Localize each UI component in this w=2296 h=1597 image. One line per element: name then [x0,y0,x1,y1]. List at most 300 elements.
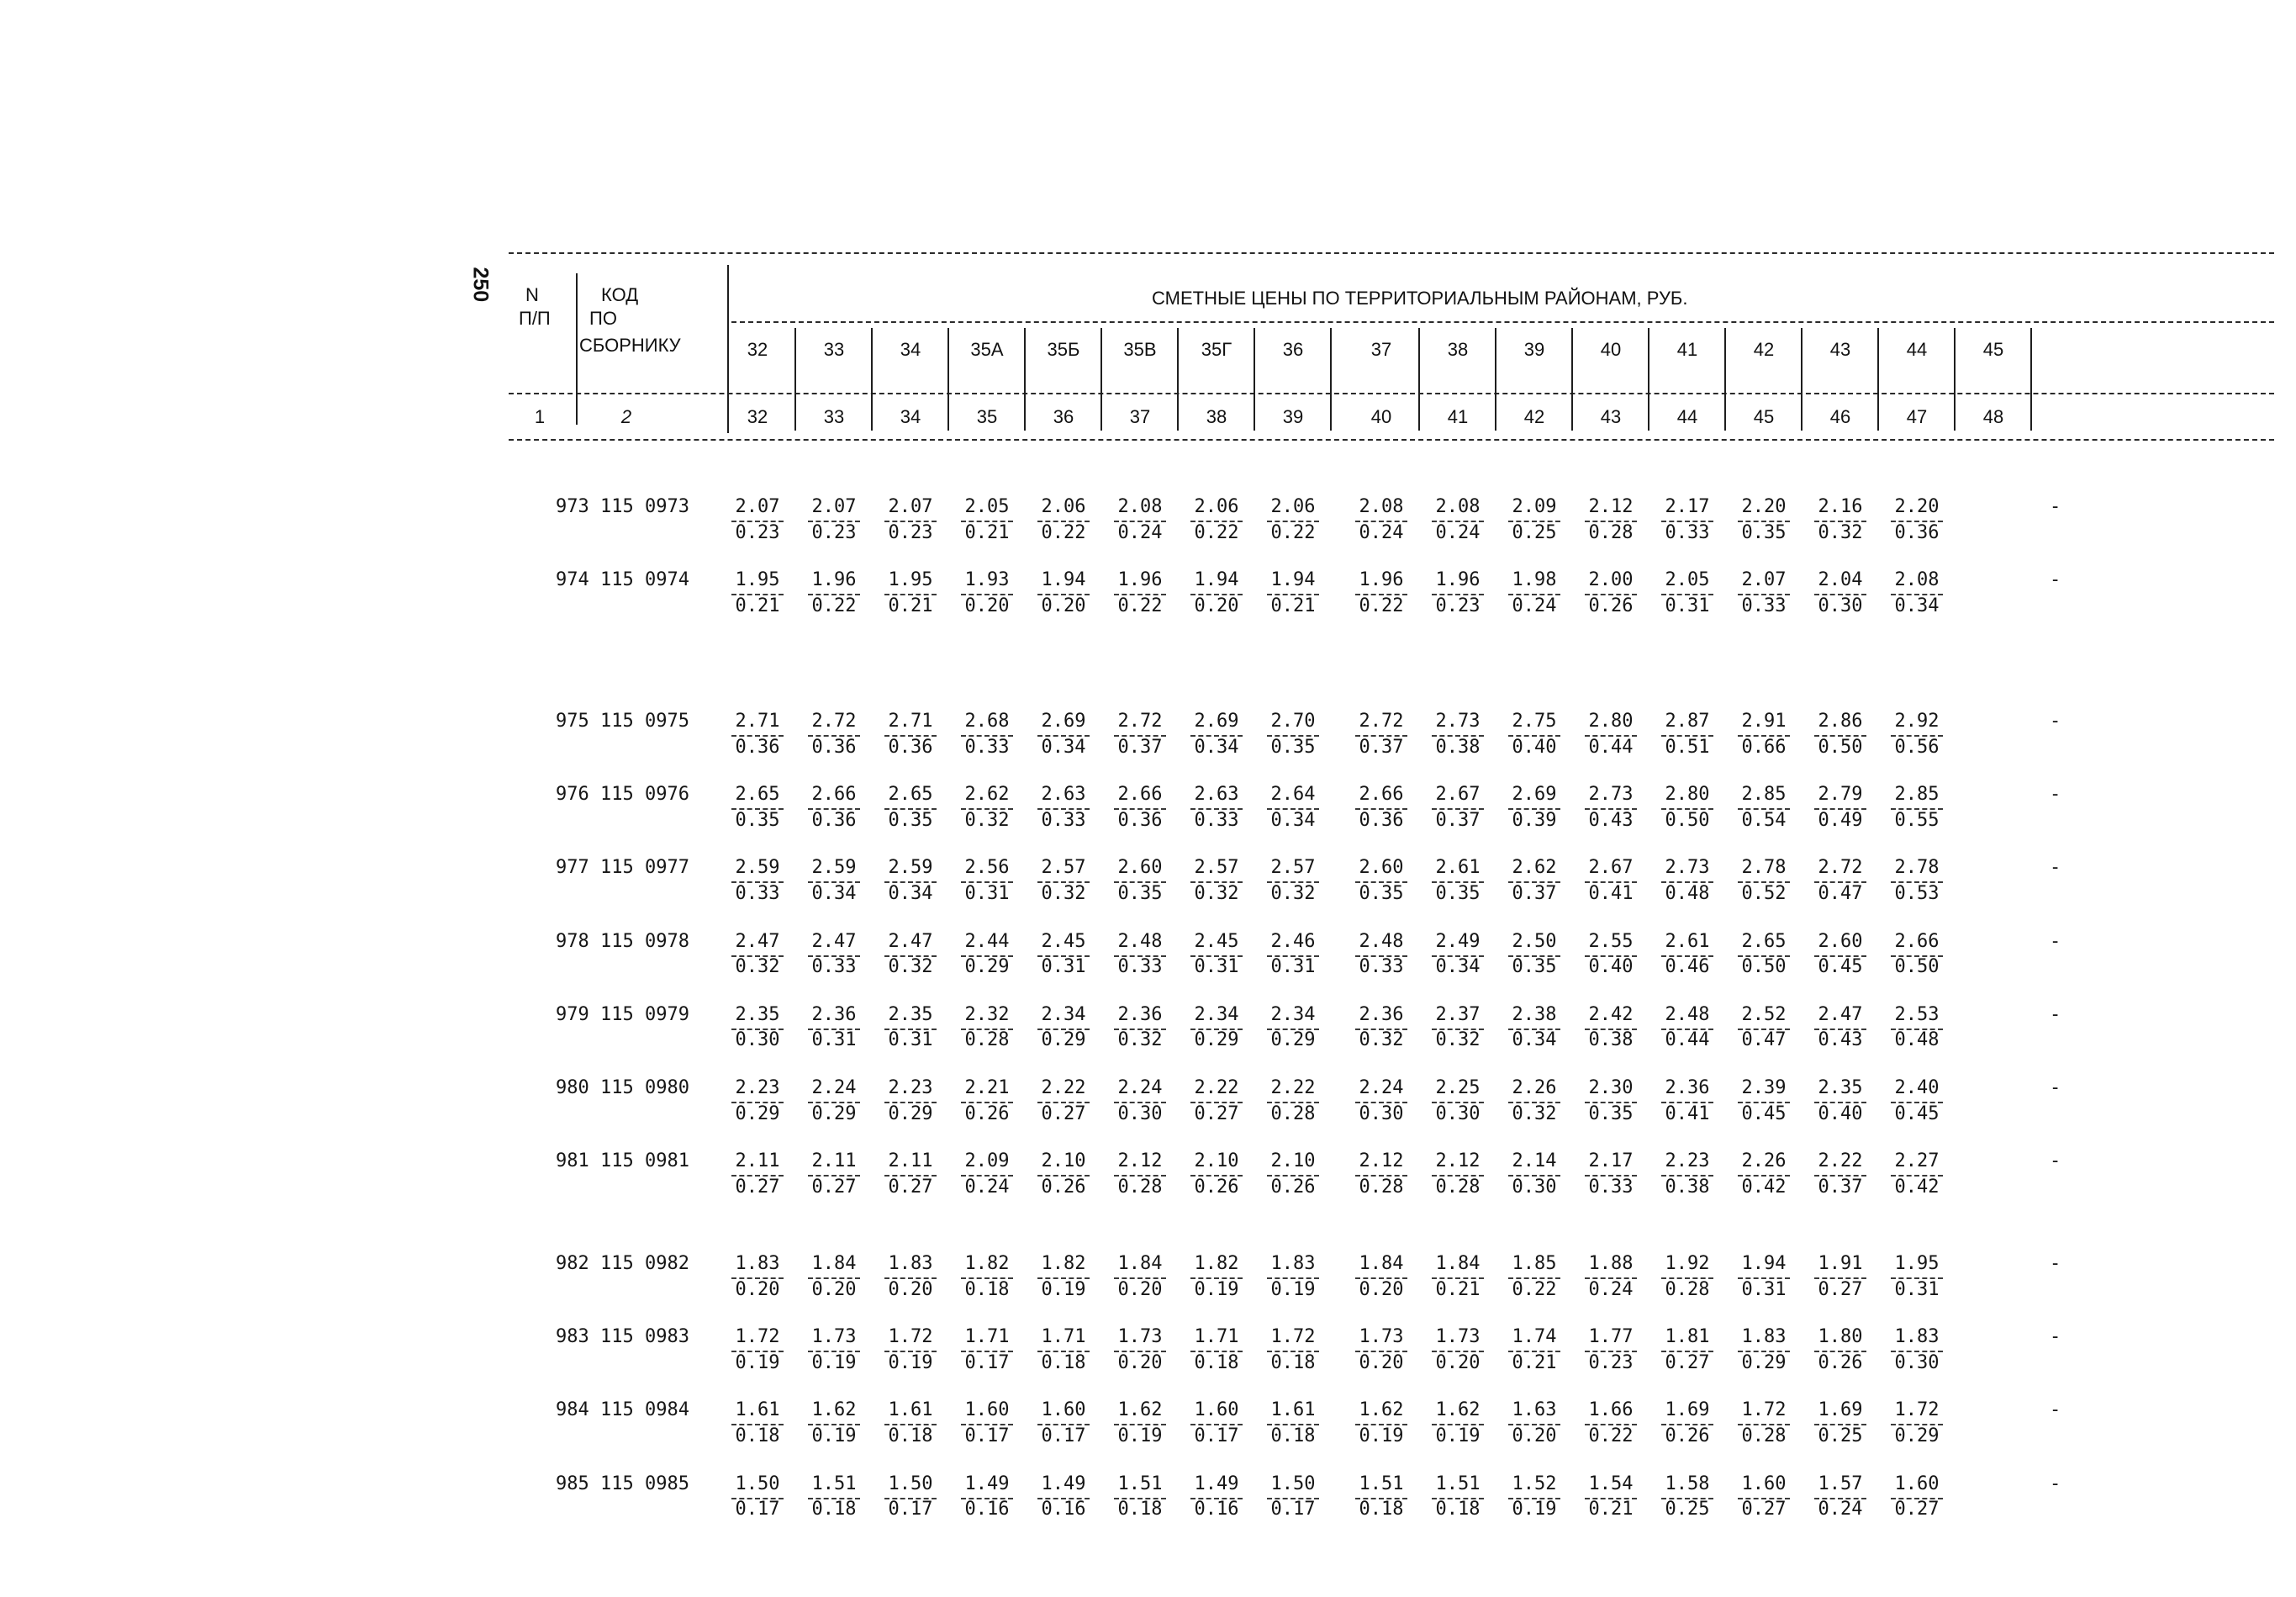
price-value: 0.22 [811,595,857,616]
region-label: 34 [900,339,921,360]
price-value: 0.30 [735,1029,780,1051]
price-value: 0.27 [1818,1278,1863,1300]
missing-value-mark: - [2050,569,2061,591]
price-value: 2.48 [1359,930,1404,952]
region-label: 43 [1829,339,1851,360]
price-value: 2.73 [1435,711,1481,732]
price-value: 0.19 [888,1351,933,1373]
price-value: 2.24 [1359,1077,1404,1098]
price-value: 0.18 [1117,1499,1163,1520]
price-value: 0.26 [1588,595,1634,616]
price-value: 2.26 [1512,1077,1557,1098]
price-value: 1.82 [964,1253,1010,1274]
column-number: 2 [620,406,632,427]
price-value: 2.65 [1741,930,1787,952]
price-value: 2.00 [1588,569,1634,591]
price-value: 0.20 [1117,1351,1163,1373]
price-value: 0.18 [1435,1499,1481,1520]
price-value: 2.34 [1041,1003,1086,1025]
price-value: 0.20 [1359,1278,1404,1300]
price-value: 2.05 [964,496,1010,517]
price-value: 0.31 [1741,1278,1787,1300]
price-value: 1.88 [1588,1253,1634,1274]
price-value: 2.67 [1588,857,1634,879]
price-value: 2.75 [1512,711,1557,732]
price-value: 0.18 [735,1425,780,1446]
price-value: 2.66 [1359,784,1404,806]
price-value: 2.72 [1818,857,1863,879]
price-value: 0.39 [1512,809,1557,831]
price-value: 2.23 [1665,1150,1710,1172]
missing-value-mark: - [2050,1473,2061,1494]
price-value: 2.59 [888,857,933,879]
price-value: 1.60 [1194,1399,1239,1421]
price-value: 2.17 [1588,1150,1634,1172]
price-value: 2.30 [1588,1077,1634,1098]
region-divider [947,328,949,431]
price-value: 1.52 [1512,1473,1557,1494]
price-value: 0.43 [1818,1029,1863,1051]
price-value: 1.94 [1194,569,1239,591]
price-value: 2.36 [811,1003,857,1025]
price-value: 1.73 [1435,1326,1481,1348]
price-value: 2.52 [1741,1003,1787,1025]
price-value: 0.22 [1041,521,1086,543]
region-divider [1724,328,1726,431]
page-number: 250 [468,267,493,303]
price-value: 1.71 [964,1326,1010,1348]
price-value: 1.51 [1435,1473,1481,1494]
price-value: 2.47 [811,930,857,952]
price-value: 0.30 [1512,1176,1557,1198]
price-value: 0.21 [964,521,1010,543]
region-divider [1177,328,1179,431]
column-number: 34 [900,406,921,427]
price-value: 1.72 [1741,1399,1787,1421]
price-value: 2.25 [1435,1077,1481,1098]
price-value: 0.36 [811,736,857,758]
column-number: 38 [1206,406,1227,427]
header-top-rule [509,252,2274,254]
price-value: 0.24 [1588,1278,1634,1300]
region-divider [1418,328,1420,431]
price-value: 0.23 [888,521,933,543]
price-value: 0.26 [1270,1176,1316,1198]
item-code: 977 115 0977 [556,857,689,879]
price-value: 2.73 [1665,857,1710,879]
table-header [509,244,2274,446]
item-code: 978 115 0978 [556,930,689,952]
price-value: 0.37 [1435,809,1481,831]
price-value: 2.66 [1117,784,1163,806]
price-value: 2.47 [1818,1003,1863,1025]
price-value: 0.27 [1194,1103,1239,1124]
price-value: 0.40 [1512,736,1557,758]
price-value: 0.30 [1818,595,1863,616]
price-value: 0.54 [1741,809,1787,831]
price-value: 1.84 [1117,1253,1163,1274]
price-value: 1.66 [1588,1399,1634,1421]
price-value: 1.61 [1270,1399,1316,1421]
price-value: 0.20 [1117,1278,1163,1300]
price-value: 0.26 [964,1103,1010,1124]
price-value: 0.16 [1041,1499,1086,1520]
price-value: 2.08 [1117,496,1163,517]
price-value: 1.73 [811,1326,857,1348]
price-value: 0.28 [1117,1176,1163,1198]
price-value: 0.30 [1359,1103,1404,1124]
price-value: 0.31 [811,1029,857,1051]
price-value: 2.69 [1194,711,1239,732]
price-value: 0.45 [1818,956,1863,978]
price-value: 0.23 [1435,595,1481,616]
price-value: 2.09 [964,1150,1010,1172]
price-value: 1.94 [1741,1253,1787,1274]
price-value: 0.32 [1041,883,1086,904]
price-value: 2.47 [735,930,780,952]
price-value: 2.16 [1818,496,1863,517]
price-value: 1.81 [1665,1326,1710,1348]
price-value: 2.36 [1359,1003,1404,1025]
price-value: 2.80 [1588,711,1634,732]
price-value: 2.45 [1194,930,1239,952]
price-value: 0.21 [1270,595,1316,616]
price-value: 0.31 [888,1029,933,1051]
column-number: 33 [823,406,845,427]
price-value: 0.30 [1435,1103,1481,1124]
price-value: 2.17 [1665,496,1710,517]
price-value: 0.19 [1041,1278,1086,1300]
item-code: 984 115 0984 [556,1399,689,1421]
price-value: 2.14 [1512,1150,1557,1172]
price-value: 0.31 [1041,956,1086,978]
price-value: 0.27 [1041,1103,1086,1124]
column-number: 1 [534,406,546,427]
price-value: 0.27 [811,1176,857,1198]
price-value: 0.33 [735,883,780,904]
price-value: 1.92 [1665,1253,1710,1274]
price-value: 0.18 [811,1499,857,1520]
price-value: 2.60 [1359,857,1404,879]
price-value: 2.63 [1194,784,1239,806]
price-value: 0.24 [1818,1499,1863,1520]
price-value: 0.23 [1588,1351,1634,1373]
price-value: 0.22 [1117,595,1163,616]
missing-value-mark: - [2050,711,2061,732]
price-value: 0.23 [735,521,780,543]
price-value: 0.34 [1270,809,1316,831]
column-number: 36 [1053,406,1074,427]
price-value: 0.31 [964,883,1010,904]
price-value: 0.18 [1270,1351,1316,1373]
missing-value-mark: - [2050,1326,2061,1348]
region-label: 44 [1906,339,1928,360]
price-value: 1.83 [888,1253,933,1274]
region-label: 35В [1123,339,1157,360]
price-value: 2.61 [1665,930,1710,952]
price-value: 2.70 [1270,711,1316,732]
price-value: 1.84 [1435,1253,1481,1274]
price-value: 0.40 [1818,1103,1863,1124]
price-value: 2.63 [1041,784,1086,806]
price-value: 1.69 [1818,1399,1863,1421]
price-value: 2.20 [1741,496,1787,517]
price-value: 0.32 [1194,883,1239,904]
price-value: 0.44 [1665,1029,1710,1051]
price-value: 0.29 [1741,1351,1787,1373]
price-value: 0.24 [1512,595,1557,616]
price-value: 0.32 [1117,1029,1163,1051]
price-value: 0.19 [1512,1499,1557,1520]
price-value: 0.32 [1818,521,1863,543]
price-value: 1.57 [1818,1473,1863,1494]
price-value: 1.72 [888,1326,933,1348]
price-value: 1.95 [735,569,780,591]
price-value: 2.38 [1512,1003,1557,1025]
missing-value-mark: - [2050,930,2061,952]
header-divider [576,273,578,425]
price-value: 1.98 [1512,569,1557,591]
price-value: 2.07 [1741,569,1787,591]
column-number: 40 [1370,406,1392,427]
price-value: 0.24 [1359,521,1404,543]
price-value: 1.62 [1117,1399,1163,1421]
price-value: 0.36 [888,736,933,758]
price-value: 0.32 [735,956,780,978]
price-value: 0.20 [1041,595,1086,616]
price-value: 0.24 [1117,521,1163,543]
price-value: 0.34 [811,883,857,904]
price-value: 2.39 [1741,1077,1787,1098]
price-value: 2.44 [964,930,1010,952]
region-label: 39 [1523,339,1545,360]
price-value: 2.85 [1741,784,1787,806]
price-value: 2.71 [888,711,933,732]
item-code: 979 115 0979 [556,1003,689,1025]
price-value: 2.57 [1041,857,1086,879]
price-value: 0.37 [1818,1176,1863,1198]
price-value: 1.72 [1270,1326,1316,1348]
region-divider [1801,328,1802,431]
price-value: 0.35 [1270,736,1316,758]
region-label: 45 [1982,339,2004,360]
price-value: 1.84 [1359,1253,1404,1274]
price-value: 2.36 [1665,1077,1710,1098]
price-value: 0.23 [811,521,857,543]
region-divider [1024,328,1026,431]
price-value: 1.83 [1894,1326,1940,1348]
price-value: 0.17 [1270,1499,1316,1520]
column-number: 37 [1129,406,1151,427]
price-value: 0.25 [1818,1425,1863,1446]
region-label: 35А [970,339,1004,360]
price-value: 1.49 [964,1473,1010,1494]
price-value: 0.31 [1194,956,1239,978]
price-value: 0.19 [811,1425,857,1446]
price-value: 0.36 [1894,521,1940,543]
region-label: 36 [1282,339,1304,360]
region-divider [2030,328,2032,431]
price-value: 0.30 [1894,1351,1940,1373]
price-value: 0.29 [1894,1425,1940,1446]
price-value: 0.20 [888,1278,933,1300]
price-value: 0.33 [1665,521,1710,543]
price-value: 0.21 [1588,1499,1634,1520]
price-value: 0.20 [1512,1425,1557,1446]
column-number: 47 [1906,406,1928,427]
price-value: 0.26 [1665,1425,1710,1446]
price-value: 0.42 [1741,1176,1787,1198]
price-value: 0.43 [1588,809,1634,831]
price-value: 2.80 [1665,784,1710,806]
price-value: 2.48 [1665,1003,1710,1025]
header-mid-rule [509,393,2274,394]
header-bottom-rule [509,439,2274,441]
column-number: 42 [1523,406,1545,427]
price-value: 2.05 [1665,569,1710,591]
price-value: 0.36 [1359,809,1404,831]
price-value: 0.21 [1512,1351,1557,1373]
price-value: 1.69 [1665,1399,1710,1421]
item-code: 973 115 0973 [556,496,689,517]
price-value: 2.59 [811,857,857,879]
price-value: 1.82 [1194,1253,1239,1274]
price-value: 2.36 [1117,1003,1163,1025]
price-value: 2.72 [1117,711,1163,732]
price-value: 1.72 [735,1326,780,1348]
price-value: 2.69 [1041,711,1086,732]
price-value: 1.72 [1894,1399,1940,1421]
price-value: 1.51 [1117,1473,1163,1494]
price-value: 0.35 [1512,956,1557,978]
price-value: 2.11 [888,1150,933,1172]
price-value: 2.62 [1512,857,1557,879]
price-value: 0.17 [1194,1425,1239,1446]
price-value: 0.17 [964,1425,1010,1446]
price-value: 0.29 [1041,1029,1086,1051]
price-value: 0.21 [1435,1278,1481,1300]
price-value: 0.19 [811,1351,857,1373]
price-value: 0.34 [1194,736,1239,758]
price-value: 2.06 [1194,496,1239,517]
column-number: 43 [1600,406,1622,427]
price-value: 2.61 [1435,857,1481,879]
price-value: 2.12 [1117,1150,1163,1172]
price-value: 1.61 [888,1399,933,1421]
price-value: 0.20 [735,1278,780,1300]
price-value: 0.17 [735,1499,780,1520]
price-value: 2.57 [1194,857,1239,879]
price-value: 0.50 [1894,956,1940,978]
price-value: 0.33 [1117,956,1163,978]
price-value: 2.07 [888,496,933,517]
price-value: 2.71 [735,711,780,732]
price-value: 1.91 [1818,1253,1863,1274]
price-value: 2.67 [1435,784,1481,806]
price-value: 0.28 [1665,1278,1710,1300]
price-value: 0.34 [1041,736,1086,758]
price-value: 2.91 [1741,711,1787,732]
missing-value-mark: - [2050,1399,2061,1421]
price-value: 2.22 [1818,1150,1863,1172]
price-value: 2.65 [735,784,780,806]
price-value: 0.19 [1270,1278,1316,1300]
price-value: 2.07 [811,496,857,517]
price-value: 0.28 [964,1029,1010,1051]
price-value: 0.29 [964,956,1010,978]
price-value: 0.36 [811,809,857,831]
price-value: 2.34 [1194,1003,1239,1025]
price-value: 2.06 [1041,496,1086,517]
price-value: 2.11 [735,1150,780,1172]
price-value: 0.50 [1741,956,1787,978]
price-value: 1.50 [888,1473,933,1494]
price-value: 2.20 [1894,496,1940,517]
price-value: 1.95 [1894,1253,1940,1274]
price-value: 1.50 [1270,1473,1316,1494]
price-value: 0.29 [888,1103,933,1124]
price-value: 0.50 [1818,736,1863,758]
price-value: 0.53 [1894,883,1940,904]
price-value: 2.79 [1818,784,1863,806]
price-value: 1.85 [1512,1253,1557,1274]
item-code: 983 115 0983 [556,1326,689,1348]
price-value: 0.33 [811,956,857,978]
price-value: 2.86 [1818,711,1863,732]
price-value: 2.56 [964,857,1010,879]
missing-value-mark: - [2050,1150,2061,1172]
header-n: N [525,284,539,305]
price-value: 2.32 [964,1003,1010,1025]
header-code-3: СБОРНИКУ [579,335,681,356]
column-number: 45 [1753,406,1775,427]
missing-value-mark: - [2050,857,2061,879]
price-value: 0.33 [1588,1176,1634,1198]
price-value: 2.85 [1894,784,1940,806]
price-value: 2.23 [735,1077,780,1098]
price-value: 0.21 [888,595,933,616]
price-value: 2.46 [1270,930,1316,952]
price-value: 0.28 [1588,521,1634,543]
price-value: 0.38 [1435,736,1481,758]
price-value: 1.60 [1741,1473,1787,1494]
price-value: 0.29 [735,1103,780,1124]
price-value: 1.71 [1041,1326,1086,1348]
price-value: 0.48 [1665,883,1710,904]
price-value: 0.25 [1665,1499,1710,1520]
price-value: 0.26 [1194,1176,1239,1198]
price-value: 1.60 [964,1399,1010,1421]
price-value: 0.21 [735,595,780,616]
price-value: 0.35 [1117,883,1163,904]
price-value: 0.32 [1270,883,1316,904]
price-value: 0.26 [1818,1351,1863,1373]
price-value: 0.35 [1435,883,1481,904]
price-value: 1.63 [1512,1399,1557,1421]
price-value: 2.37 [1435,1003,1481,1025]
price-value: 0.18 [964,1278,1010,1300]
price-value: 2.10 [1270,1150,1316,1172]
price-value: 0.19 [735,1351,780,1373]
price-value: 2.22 [1041,1077,1086,1098]
price-value: 0.20 [1435,1351,1481,1373]
region-divider [1648,328,1649,431]
price-value: 2.73 [1588,784,1634,806]
price-value: 2.49 [1435,930,1481,952]
price-value: 0.30 [1117,1103,1163,1124]
price-value: 0.33 [1359,956,1404,978]
price-value: 0.28 [1741,1425,1787,1446]
